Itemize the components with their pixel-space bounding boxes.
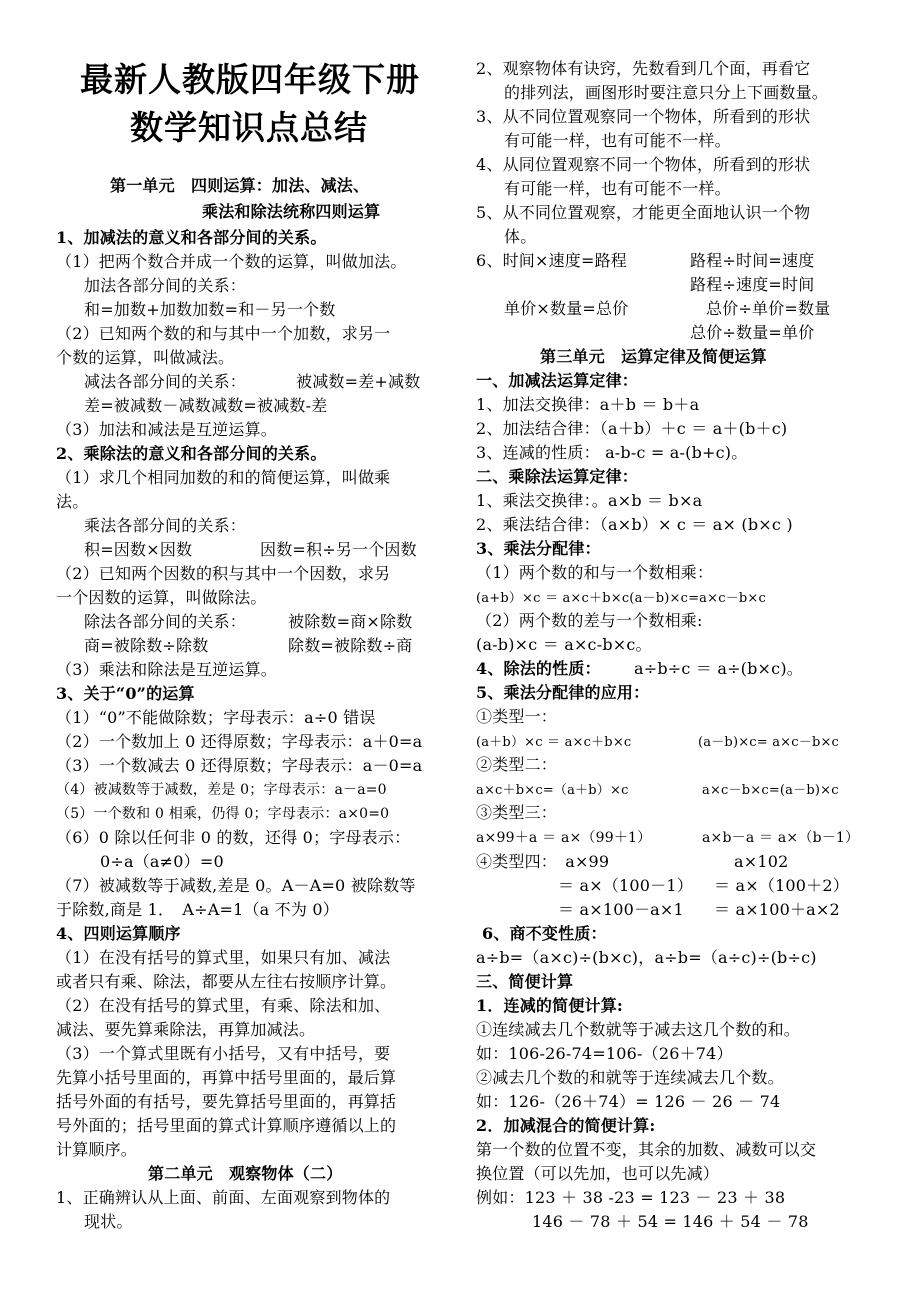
- text-line: 被除数=商×除数: [288, 612, 413, 631]
- text-line: 2、加法结合律：（a＋b）＋c ＝ a＋(b＋c): [476, 419, 788, 438]
- unit2-heading: 第二单元 观察物体（二）: [148, 1164, 343, 1183]
- text-line: 于除数,商是 1． A÷A=1（a 不为 0）: [56, 900, 339, 919]
- text-line: 除法各部分间的关系：: [84, 612, 247, 631]
- text-line: ＝ a×100＋a×2: [714, 900, 840, 919]
- law-group-1-heading: 一、加减法运算定律：: [476, 371, 639, 390]
- text-line: 1、乘法交换律：。a×b ＝ b×a: [476, 491, 703, 510]
- text-line: 如：126-（26＋74）= 126 － 26 － 74: [476, 1092, 781, 1111]
- text-line: ④类型四： a×99: [476, 852, 610, 871]
- text-line: a÷b÷c ＝ a÷(b×c)。: [634, 659, 803, 678]
- text-line: （2）两个数的差与一个数相乘:: [476, 611, 703, 630]
- text-line: （2）在没有括号的算式里，有乘、除法和加、: [56, 996, 391, 1015]
- text-line: ②减去几个数的和就等于连续减去几个数。: [476, 1068, 784, 1087]
- text-line: 因数=积÷另一个因数: [260, 540, 417, 559]
- text-line: 第一个数的位置不变，其余的加数、减数可以交: [476, 1140, 817, 1159]
- text-line: 例如：123 ＋ 38 -23 = 123 － 23 ＋ 38: [476, 1188, 786, 1207]
- text-line: 5、乘法分配律的应用：: [476, 683, 650, 702]
- text-line: （3）乘法和除法是互逆运算。: [56, 660, 277, 679]
- text-line: 除数=被除数÷商: [288, 636, 413, 655]
- text-line: 5、从不同位置观察，才能更全面地认识一个物: [476, 203, 811, 222]
- text-line: 积=因数×因数: [84, 540, 193, 559]
- text-line: 号外面的；括号里面的算式计算顺序遵循以上的: [56, 1116, 397, 1135]
- text-line: 单价×数量=总价: [504, 299, 629, 318]
- text-line: （1）在没有括号的算式里，如果只有加、减法: [56, 948, 391, 967]
- text-line: 6、时间×速度=路程: [476, 251, 627, 270]
- text-line: 3、从不同位置观察同一个物体，所看到的形状: [476, 107, 811, 126]
- text-line: a÷b=（a×c)÷(b×c)，a÷b=（a÷c)÷(b÷c): [476, 948, 817, 967]
- text-line: a×b－a ＝ a×（b－1）: [702, 830, 860, 846]
- text-line: 或者只有乘、除法，都要从左往右按顺序计算。: [56, 972, 397, 991]
- section1-heading: 1、加减法的意义和各部分间的关系。: [56, 228, 327, 247]
- text-line: （1）把两个数合并成一个数的运算，叫做加法。: [56, 252, 407, 271]
- text-line: 计算顺序。: [56, 1140, 138, 1159]
- text-line: 有可能一样，也有可能不一样。: [504, 179, 731, 198]
- text-line: 换位置（可以先加，也可以先减）: [476, 1164, 720, 1183]
- text-line: 1、加法交换律：a＋b ＝ b＋a: [476, 395, 700, 414]
- text-line: 一个因数的运算，叫做除法。: [56, 588, 267, 607]
- text-line: (a-b)×c ＝ a×c-b×c。: [476, 635, 652, 654]
- text-line: 减法各部分间的关系：: [84, 372, 247, 391]
- text-line: 2、乘法结合律：（a×b）× c ＝ a× (b×c ): [476, 515, 793, 534]
- text-line: 总价÷数量=单价: [690, 323, 815, 342]
- text-line: （6）0 除以任何非 0 的数，还得 0；字母表示：: [56, 828, 411, 847]
- text-line: 商=被除数÷除数: [84, 636, 209, 655]
- text-line: 2．加减混合的简便计算:: [476, 1116, 656, 1135]
- text-line: （2）已知两个数的和与其中一个加数，求另一: [56, 324, 391, 343]
- text-line: a×c－b×c=(a－b)×c: [702, 783, 839, 798]
- text-line: 先算小括号里面的，再算中括号里面的，最后算: [56, 1068, 397, 1087]
- text-line: 减法、要先算乘除法，再算加减法。: [56, 1020, 316, 1039]
- text-line: （3）加法和减法是互逆运算。: [56, 420, 277, 439]
- text-line: 体。: [504, 227, 537, 246]
- text-line: (a+b）×c ＝ a×c＋b×c(a－b)×c=a×c－b×c: [476, 591, 766, 606]
- text-line: 现状。: [84, 1212, 133, 1231]
- text-line: 差=被减数－减数减数=被减数-差: [84, 396, 328, 415]
- text-line: 4、从同位置观察不同一个物体，所看到的形状: [476, 155, 811, 174]
- text-line: ＝ a×100－a×1: [558, 900, 684, 919]
- text-line: 0÷a（a≠0）=0: [100, 852, 224, 871]
- section2-heading: 2、乘除法的意义和各部分间的关系。: [56, 444, 327, 463]
- text-line: 如：106-26-74=106-（26＋74）: [476, 1044, 733, 1063]
- text-line: 4、除法的性质：: [476, 659, 601, 678]
- page-title-line2: 数学知识点总结: [130, 108, 368, 147]
- text-line: 1、正确辨认从上面、前面、左面观察到物体的: [56, 1188, 391, 1207]
- text-line: ＝ a×（100＋2）: [714, 876, 849, 895]
- text-line: ①类型一：: [476, 707, 558, 726]
- section3-heading: 3、关于“0”的运算: [56, 684, 195, 703]
- text-line: （3）一个算式里既有小括号，又有中括号，要: [56, 1044, 391, 1063]
- text-line: 2、观察物体有诀窍，先数看到几个面，再看它: [476, 59, 811, 78]
- text-line: 法。: [56, 492, 89, 511]
- text-line: （1）求几个相同加数的和的简便运算，叫做乘: [56, 468, 391, 487]
- text-line: 3、连减的性质： a-b-c = a-(b+c)。: [476, 443, 748, 462]
- law-group-2-heading: 二、乘除法运算定律：: [476, 467, 639, 486]
- text-line: 6、商不变性质：: [482, 924, 607, 943]
- text-line: ①连续减去几个数就等于减去这几个数的和。: [476, 1020, 801, 1039]
- text-line: 被减数=差+减数: [296, 372, 421, 391]
- unit3-heading: 第三单元 运算定律及简便运算: [540, 347, 767, 366]
- section4-heading: 4、四则运算顺序: [56, 924, 181, 943]
- text-line: 的排列法，画图形时要注意只分上下画数量。: [504, 83, 829, 102]
- text-line: 3、乘法分配律：: [476, 539, 601, 558]
- text-line: 路程÷速度=时间: [690, 275, 815, 294]
- page-title-line1: 最新人教版四年级下册: [80, 60, 420, 99]
- text-line: 1．连减的简便计算:: [476, 996, 624, 1015]
- text-line: 有可能一样，也有可能不一样。: [504, 131, 731, 150]
- text-line: a×c＋b×c=（a＋b）×c: [476, 783, 629, 798]
- text-line: 和=加数+加数加数=和－另一个数: [84, 300, 336, 319]
- text-line: 路程÷时间=速度: [690, 251, 815, 270]
- text-line: （1）两个数的和与一个数相乘：: [476, 563, 714, 582]
- text-line: （2）已知两个因数的积与其中一个因数，求另: [56, 564, 391, 583]
- text-line: 括号外面的有括号，要先算括号里面的，再算括: [56, 1092, 397, 1111]
- unit1-heading-cont: 乘法和除法统称四则运算: [202, 202, 381, 221]
- text-line: 加法各部分间的关系：: [84, 276, 247, 295]
- text-line: 个数的运算，叫做减法。: [56, 348, 235, 367]
- text-line: ②类型二：: [476, 755, 558, 774]
- text-line: 146 － 78 ＋ 54 = 146 ＋ 54 － 78: [532, 1212, 809, 1231]
- law-group-3-heading: 三、简便计算: [476, 972, 574, 991]
- text-line: （5）一个数和 0 相乘，仍得 0；字母表示：a×0=0: [56, 806, 390, 822]
- text-line: (a＋b）×c ＝ a×c＋b×c: [476, 735, 632, 750]
- unit1-heading: 第一单元 四则运算：加法、减法、: [110, 176, 370, 195]
- text-line: （4）被减数等于减数，差是 0；字母表示：a－a=0: [56, 782, 387, 798]
- text-line: (a－b)×c= a×c－b×c: [698, 735, 840, 750]
- text-line: ＝ a×（100－1）: [558, 876, 693, 895]
- text-line: ③类型三：: [476, 803, 558, 822]
- text-line: （1）“0”不能做除数；字母表示：a÷0 错误: [56, 708, 376, 727]
- text-line: a×102: [734, 852, 789, 871]
- text-line: （3）一个数减去 0 还得原数；字母表示：a－0=a: [56, 756, 423, 775]
- text-line: 乘法各部分间的关系：: [84, 516, 247, 535]
- text-line: 总价÷单价=数量: [706, 299, 831, 318]
- text-line: a×99＋a ＝ a×（99＋1）: [476, 830, 652, 846]
- text-line: （2）一个数加上 0 还得原数；字母表示：a＋0=a: [56, 732, 423, 751]
- text-line: （7）被减数等于减数,差是 0。A－A=0 被除数等: [56, 876, 416, 895]
